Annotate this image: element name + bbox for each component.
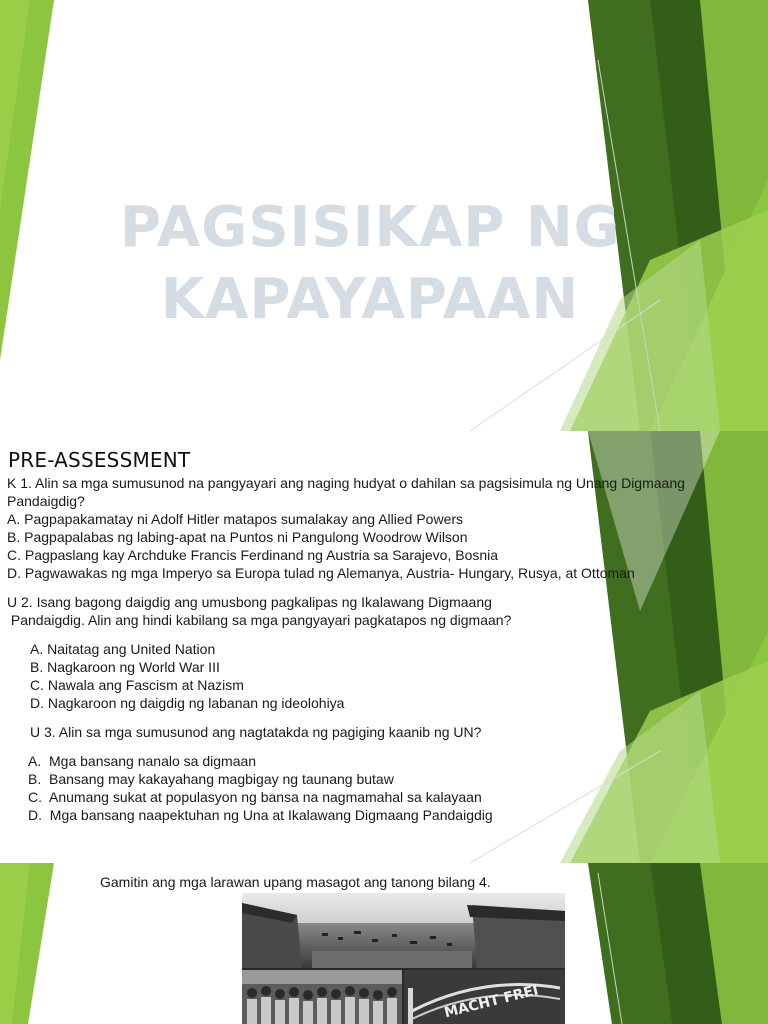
- question-3-stem: U 3. Alin sa mga sumusunod ang nagtatakda ng pagiging kaanib ng UN?: [30, 724, 482, 740]
- slide-title: [120, 192, 620, 336]
- question-1-option-a: A. Pagpapakamatay ni Adolf Hitler matapos sumalakay ang Allied Powers: [7, 511, 464, 527]
- question-1-option-b: B. Pagpapalabas ng labing-apat na Puntos ni Pangulong Woodrow Wilson: [7, 529, 468, 545]
- question-3-option-a: A. Mga bansang nanalo sa digmaan: [28, 753, 257, 769]
- gate-sign-text: MACHT FREI: [442, 982, 541, 1022]
- title-line-2: KAPAYAPAAN: [160, 267, 580, 332]
- title-line-1: PAGSISIKAP NG: [120, 195, 621, 260]
- image-caption: Gamitin ang mga larawan upang masagot ang tanong bilang 4.: [100, 874, 491, 890]
- question-2-option-b: B. Nagkaroon ng World War III: [30, 659, 220, 675]
- section-heading: PRE-ASSESSMENT: [8, 448, 191, 472]
- question-1-stem-line-2: Pandaigdig?: [7, 493, 85, 509]
- beach-landing-photo: [242, 893, 565, 968]
- assessment-slide: [0, 431, 768, 863]
- question-2-option-d: D. Nagkaroon ng daigdig ng labanan ng ideolohiya: [30, 695, 345, 711]
- image-slide: [0, 863, 768, 1024]
- question-2-option-a: A. Naitatag ang United Nation: [30, 641, 216, 657]
- question-2-stem-line-1: U 2. Isang bagong daigdig ang umusbong pagkalipas ng Ikalawang Digmaang: [7, 594, 492, 610]
- question-3-option-d: D. Mga bansang naapektuhan ng Una at Ikalawang Digmaang Pandaigdig: [28, 807, 493, 823]
- question-1-option-d: D. Pagwawakas ng mga Imperyo sa Europa tulad ng Alemanya, Austria- Hungary, Rusya, at Ottoman: [7, 565, 635, 581]
- gate-sign-photo: [404, 970, 565, 1024]
- question-3-option-b: B. Bansang may kakayahang magbigay ng taunang butaw: [28, 771, 394, 787]
- question-3-option-c: C. Anumang sukat at populasyon ng bansa na nagmamahal sa kalayaan: [28, 789, 482, 805]
- historical-photos: [242, 893, 565, 1024]
- question-1-option-c: C. Pagpaslang kay Archduke Francis Ferdinand ng Austria sa Sarajevo, Bosnia: [7, 547, 499, 563]
- photo-collage: [242, 893, 565, 1024]
- question-2-option-c: C. Nawala ang Fascism at Nazism: [30, 677, 244, 693]
- prisoners-photo: [242, 970, 402, 1024]
- title-slide: [0, 0, 768, 431]
- question-2-stem-line-2: Pandaigdig. Alin ang hindi kabilang sa mga pangyayari pagkatapos ng digmaan?: [7, 612, 512, 628]
- question-1-stem-line-1: K 1. Alin sa mga sumusunod na pangyayari ang naging hudyat o dahilan sa pagsisimula ng Unang Digmaang: [7, 475, 685, 491]
